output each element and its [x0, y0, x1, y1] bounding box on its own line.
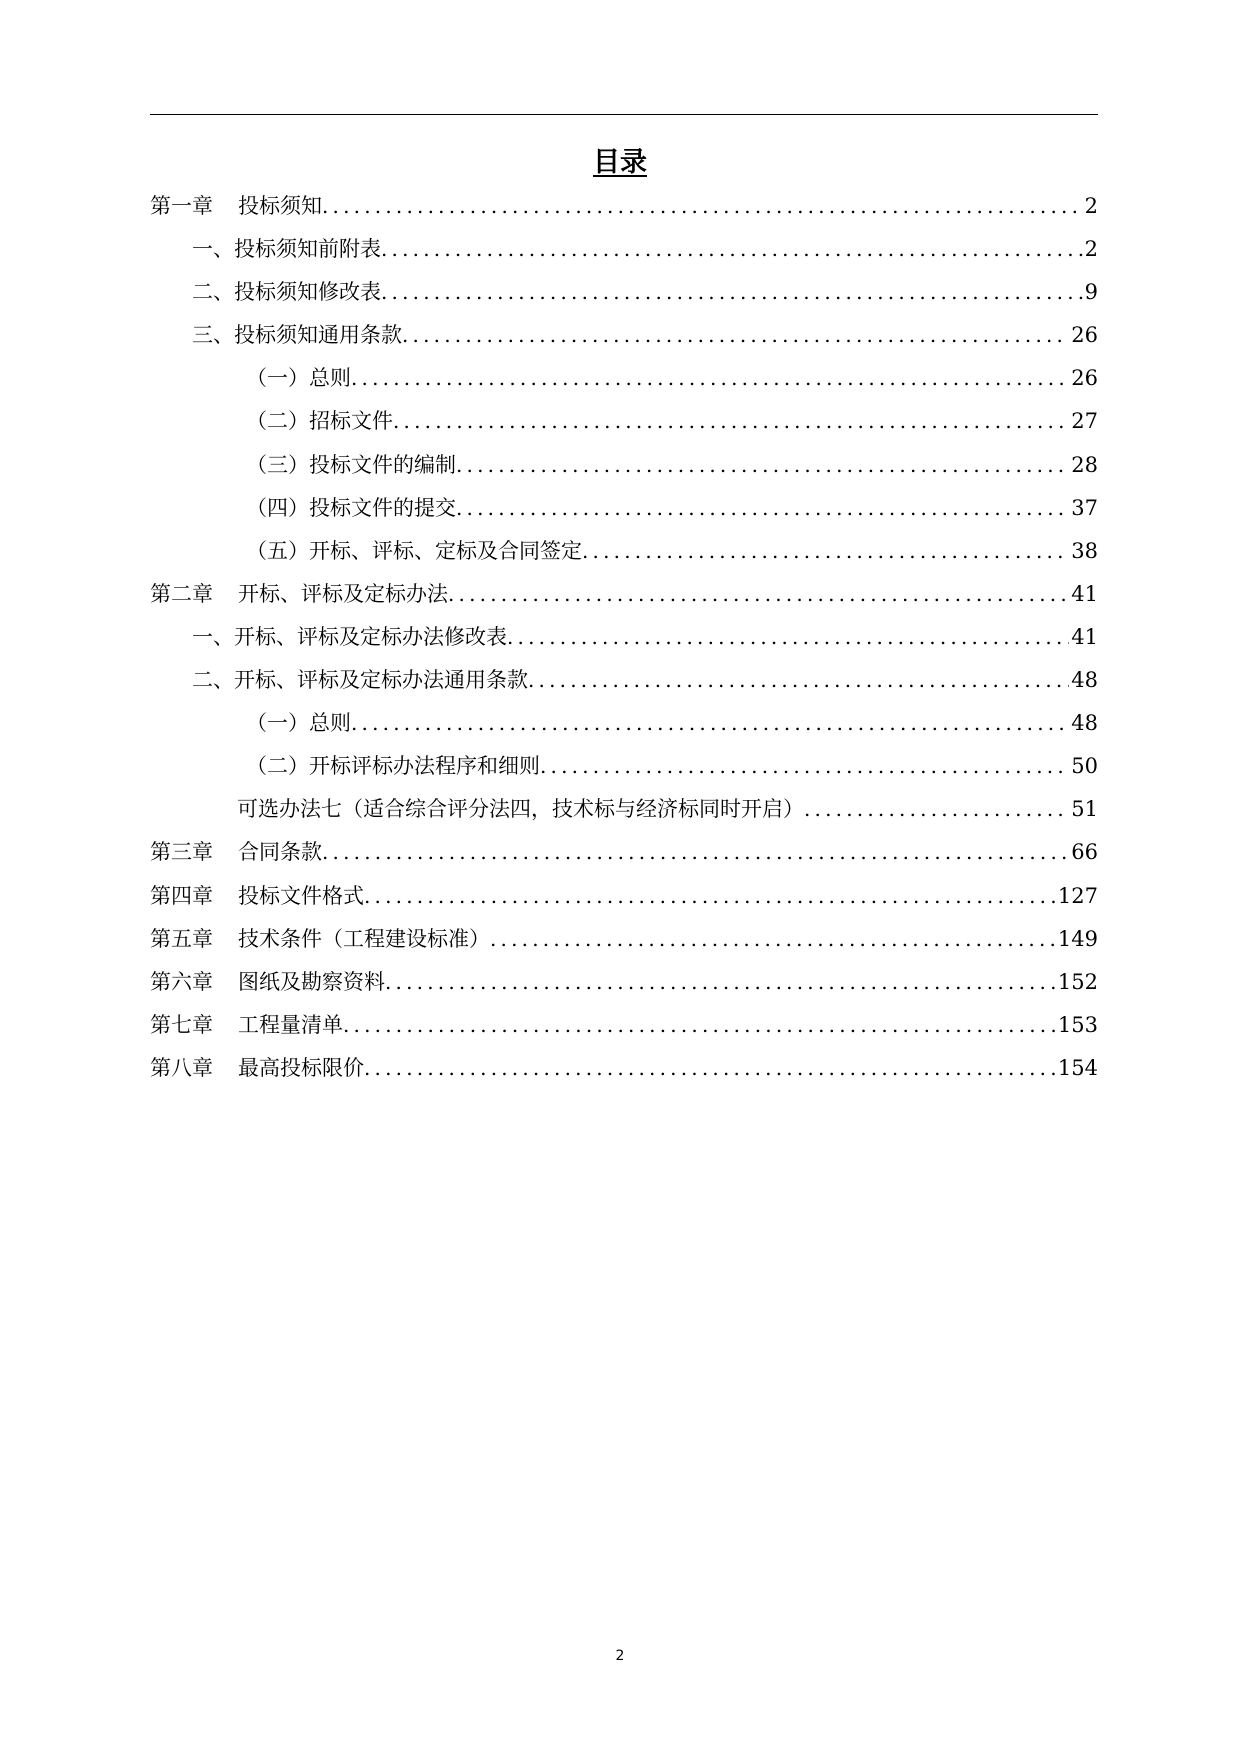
toc-dot-leader — [364, 875, 1056, 918]
toc-dot-leader — [490, 918, 1056, 961]
toc-chapter-label: 第三章 — [150, 840, 213, 865]
toc-page-number: 51 — [1071, 797, 1098, 822]
toc-entry-text — [237, 788, 804, 831]
toc-dot-leader — [381, 271, 1083, 314]
toc-page-number: 48 — [1071, 711, 1098, 736]
toc-entry[interactable] — [150, 1004, 1098, 1047]
toc-page-number: 26 — [1071, 366, 1098, 391]
toc-entry-title: （三）投标文件的编制 — [246, 452, 456, 477]
toc-entry-title: 一、开标、评标及定标办法修改表 — [192, 624, 507, 649]
toc-entry-title: 二、开标、评标及定标办法通用条款 — [192, 668, 528, 693]
toc-entry-text — [246, 400, 393, 443]
toc-entry-title: 投标文件格式 — [238, 883, 364, 908]
toc-chapter-label: 第七章 — [150, 1012, 213, 1037]
toc-entry-text — [246, 745, 540, 788]
toc-title: 目录 — [593, 147, 647, 178]
toc-entry-text — [150, 1004, 343, 1047]
toc-page-number: 154 — [1057, 1055, 1098, 1080]
toc-chapter-label: 第五章 — [150, 926, 213, 951]
toc-entry-title: 一、投标须知前附表 — [192, 237, 381, 262]
toc-dot-leader — [582, 530, 1069, 573]
toc-entry-title: 工程量清单 — [238, 1012, 343, 1037]
toc-dot-leader — [381, 228, 1083, 271]
toc-entry-text — [192, 228, 381, 271]
toc-dot-leader — [385, 961, 1056, 1004]
toc-entry[interactable] — [150, 918, 1098, 961]
toc-page-number: 2 — [1084, 194, 1098, 218]
toc-entry-text — [150, 185, 322, 228]
toc-entry[interactable] — [150, 961, 1098, 1004]
toc-page-number: 149 — [1057, 926, 1098, 951]
toc-entry-text — [150, 875, 364, 918]
toc-page-number: 26 — [1071, 323, 1098, 348]
toc-entry-text — [246, 487, 456, 530]
toc-entry[interactable] — [150, 271, 1098, 314]
toc-dot-leader — [804, 788, 1069, 831]
toc-dot-leader — [402, 314, 1069, 357]
toc-entry[interactable] — [150, 185, 1098, 228]
toc-entry[interactable] — [150, 357, 1098, 400]
toc-dot-leader — [456, 444, 1069, 487]
toc-entry[interactable] — [150, 228, 1098, 271]
toc-page-number: 28 — [1071, 452, 1098, 477]
toc-entry-text — [246, 702, 351, 745]
toc-dot-leader — [528, 659, 1069, 702]
toc-entry[interactable] — [150, 745, 1098, 788]
toc-chapter-label: 第二章 — [150, 581, 213, 606]
toc-page-number: 127 — [1057, 883, 1098, 908]
toc-dot-leader — [322, 831, 1069, 874]
toc-entry[interactable] — [150, 444, 1098, 487]
toc-entry-title: （一）总则 — [246, 711, 351, 736]
toc-entry-title: 可选办法七（适合综合评分法四，技术标与经济标同时开启） — [237, 797, 804, 822]
toc-chapter-label: 第四章 — [150, 883, 213, 908]
toc-entry-title: 技术条件（工程建设标准） — [238, 926, 490, 951]
toc-chapter-label: 第六章 — [150, 969, 213, 994]
toc-entry-text — [150, 961, 385, 1004]
toc-entry[interactable] — [150, 831, 1098, 874]
toc-entry-title: （四）投标文件的提交 — [246, 495, 456, 520]
toc-entry[interactable] — [150, 314, 1098, 357]
toc-page-number: 41 — [1071, 624, 1098, 649]
toc-dot-leader — [351, 702, 1069, 745]
toc-dot-leader — [448, 573, 1069, 616]
toc-page-number: 153 — [1057, 1012, 1098, 1037]
toc-dot-leader — [343, 1004, 1056, 1047]
toc-entry-text — [246, 357, 351, 400]
toc-dot-leader — [507, 616, 1069, 659]
toc-page-number: 41 — [1071, 581, 1098, 606]
toc-chapter-label: 第八章 — [150, 1055, 213, 1080]
toc-page-number: 38 — [1071, 538, 1098, 563]
toc-page-number: 2 — [1084, 237, 1098, 262]
toc-entry-text — [192, 314, 402, 357]
toc-dot-leader — [364, 1047, 1056, 1090]
toc-entry-title: （二）开标评标办法程序和细则 — [246, 754, 540, 779]
toc-entry[interactable] — [150, 659, 1098, 702]
toc-entry-title: 图纸及勘察资料 — [238, 969, 385, 994]
table-of-contents — [150, 185, 1098, 1090]
toc-entry[interactable] — [150, 400, 1098, 443]
toc-entry[interactable] — [150, 875, 1098, 918]
toc-entry-title: 开标、评标及定标办法 — [238, 581, 448, 606]
toc-entry-text — [150, 1047, 364, 1090]
toc-entry-title: 合同条款 — [238, 840, 322, 865]
toc-entry-title: 三、投标须知通用条款 — [192, 323, 402, 348]
toc-page-number: 48 — [1071, 668, 1098, 693]
toc-entry[interactable] — [150, 616, 1098, 659]
toc-entry[interactable] — [150, 530, 1098, 573]
toc-page-number: 152 — [1057, 969, 1098, 994]
toc-entry-text — [150, 918, 490, 961]
page-number: 2 — [615, 1648, 625, 1664]
toc-entry[interactable] — [150, 1047, 1098, 1090]
toc-page-number: 37 — [1071, 495, 1098, 520]
toc-entry[interactable] — [150, 788, 1098, 831]
toc-dot-leader — [351, 357, 1069, 400]
toc-entry-text — [192, 616, 507, 659]
toc-page-number: 50 — [1071, 754, 1098, 779]
toc-entry-text — [192, 659, 528, 702]
toc-page-number: 66 — [1071, 840, 1098, 865]
toc-dot-leader — [456, 487, 1069, 530]
toc-entry-title: 二、投标须知修改表 — [192, 280, 381, 305]
toc-entry-title: （五）开标、评标、定标及合同签定 — [246, 538, 582, 563]
toc-entry[interactable] — [150, 702, 1098, 745]
toc-entry-title: （二）招标文件 — [246, 409, 393, 434]
toc-entry-text — [246, 444, 456, 487]
toc-entry-text — [150, 573, 448, 616]
toc-chapter-label: 第一章 — [150, 194, 213, 218]
toc-entry[interactable] — [150, 573, 1098, 616]
toc-page-number: 9 — [1084, 280, 1098, 305]
toc-dot-leader — [540, 745, 1069, 788]
toc-entry[interactable] — [150, 487, 1098, 530]
toc-entry-title: （一）总则 — [246, 366, 351, 391]
header-rule — [150, 114, 1098, 115]
toc-entry-text — [150, 831, 322, 874]
toc-page-number: 27 — [1071, 409, 1098, 434]
toc-dot-leader — [322, 185, 1083, 228]
toc-dot-leader — [393, 400, 1069, 443]
toc-entry-text — [192, 271, 381, 314]
toc-entry-text — [246, 530, 582, 573]
toc-entry-title: 投标须知 — [238, 194, 322, 218]
toc-entry-title: 最高投标限价 — [238, 1055, 364, 1080]
